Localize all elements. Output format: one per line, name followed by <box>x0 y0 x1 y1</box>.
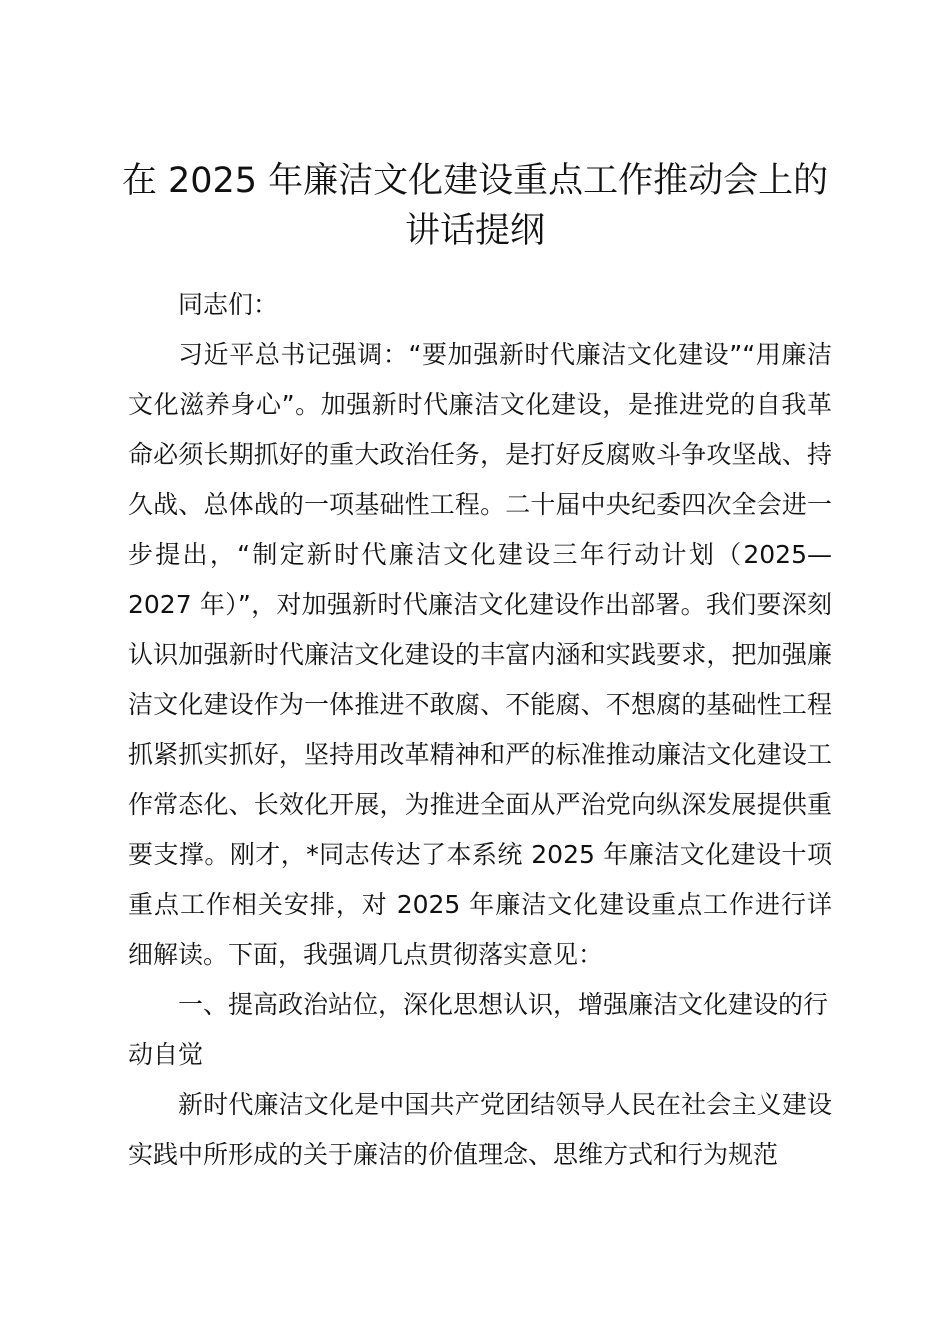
intro-paragraph: 习近平总书记强调：“要加强新时代廉洁文化建设”“用廉洁文化滋养身心”。加强新时代廉洁文化建设，是推进党的自我革命必须长期抓好的重大政治任务，是打好反腐败斗争攻坚战、持久战、总体战的一项基础性工程。二十届中央纪委四次全会进一步提出，“制定新时代廉洁文化建设三年行动计划（2025—2027 年）”，对加强新时代廉洁文化建设作出部署。我们要深刻认识加强新时代廉洁文化建设的丰富内涵和实践要求，把加强廉洁文化建设作为一体推进不敢腐、不能腐、不想腐的基础性工程抓紧抓实抓好，坚持用改革精神和严的标准推动廉洁文化建设工作常态化、长效化开展，为推进全面从严治党向纵深发展提供重要支撑。刚才，*同志传达了本系统 2025 年廉洁文化建设十项重点工作相关安排，对 2025 年廉洁文化建设重点工作进行详细解读。下面，我强调几点贯彻落实意见： <box>128 340 832 969</box>
document-title: 在 2025 年廉洁文化建设重点工作推动会上的讲话提纲 <box>121 161 829 251</box>
salutation: 同志们： <box>178 290 279 319</box>
document-body <box>128 280 832 1180</box>
section-1-heading: 一、提高政治站位，深化思想认识，增强廉洁文化建设的行动自觉 <box>128 990 829 1069</box>
section-1-paragraph: 新时代廉洁文化是中国共产党团结领导人民在社会主义建设实践中所形成的关于廉洁的价值理念、思维方式和行为规范 <box>128 1090 832 1169</box>
